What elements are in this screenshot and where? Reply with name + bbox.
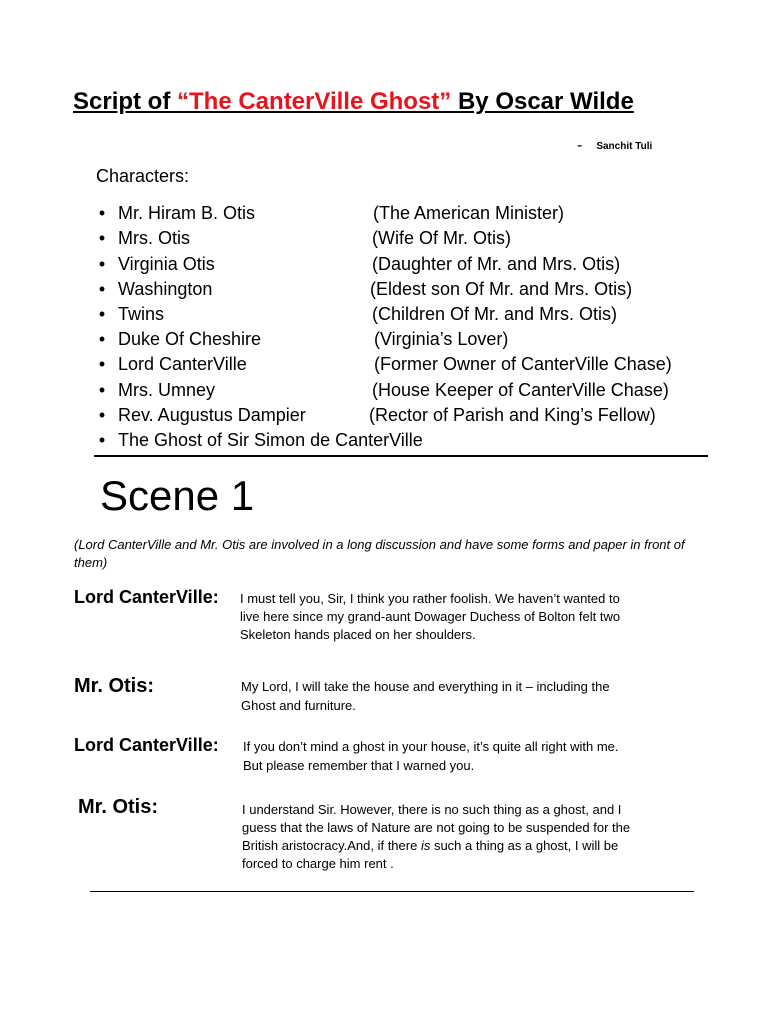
bullet-icon: • [98,228,106,248]
bullet-icon: • [98,279,106,299]
bullet-icon: • [98,203,106,223]
character-desc: (Children Of Mr. and Mrs. Otis) [372,304,618,324]
character-name: Mrs. Otis [118,228,190,248]
speaker-name: Mr. Otis: [78,796,159,818]
author-name: Sanchit Tuli [596,141,653,152]
character-desc: (Rector of Parish and King’s Fellow) [369,405,656,425]
section-divider [94,455,708,457]
page-end-divider [90,891,694,892]
bullet-icon: • [98,405,106,425]
author-dash: - [577,137,583,154]
character-name: Virginia Otis [118,254,215,274]
character-desc: (The American Minister) [373,203,565,223]
dialogue-line: My Lord, I will take the house and everything in it – including the [241,679,610,694]
characters-heading: Characters: [96,166,190,186]
character-desc: (Former Owner of CanterVille Chase) [374,354,672,374]
character-desc: (Wife Of Mr. Otis) [372,228,511,248]
character-desc: (House Keeper of CanterVille Chase) [372,380,669,400]
bullet-icon: • [98,430,106,450]
bullet-icon: • [98,354,106,374]
character-desc: (Eldest son Of Mr. and Mrs. Otis) [370,279,633,299]
emphasis-text: is [420,838,431,853]
bullet-icon: • [98,304,106,324]
character-name: Mrs. Umney [118,380,216,400]
title-prefix: Script of [73,88,178,115]
dialogue-line [242,837,618,855]
dialogue-line: forced to charge him rent . [242,856,394,871]
dialogue-line: Ghost and furniture. [241,698,356,713]
character-name: Mr. Hiram B. Otis [118,203,256,223]
dialogue-line: guess that the laws of Nature are not going to be suspended for the [242,820,631,835]
dialogue-line: I understand Sir. However, there is no such thing as a ghost, and I [242,802,622,817]
character-desc: (Virginia’s Lover) [374,329,509,349]
dialogue-line: Skeleton hands placed on her shoulders. [240,627,476,642]
speaker-name: Mr. Otis: [74,675,155,697]
author-credit [577,136,652,154]
bullet-icon: • [98,380,106,400]
character-name: Lord CanterVille [118,354,247,374]
dialogue-line: But please remember that I warned you. [243,758,475,773]
character-name: Rev. Augustus Dampier [118,405,306,425]
character-name: Washington [118,279,213,299]
bullet-icon: • [98,329,106,349]
dialogue-text: British aristocracy.And, if there [242,838,421,853]
dialogue-text: such a thing as a ghost, I will be [430,838,619,853]
bullet-icon: • [98,254,106,274]
stage-direction: (Lord CanterVille and Mr. Otis are involved in a long discussion and have some forms and paper in front of them) [74,537,685,570]
title-highlight: “The CanterVille Ghost” [177,88,452,115]
dialogue-line: I must tell you, Sir, I think you rather foolish. We haven’t wanted to [240,591,620,606]
character-name: The Ghost of Sir Simon de CanterVille [118,430,423,450]
document-title [73,88,634,116]
dialogue-line: If you don’t mind a ghost in your house, it’s quite all right with me. [243,739,619,754]
title-suffix: By Oscar Wilde [451,88,634,115]
character-name: Twins [118,304,165,324]
dialogue-line: live here since my grand-aunt Dowager Duchess of Bolton felt two [240,609,621,624]
speaker-name: Lord CanterVille: [74,587,219,607]
scene-title: Scene 1 [100,472,255,519]
character-desc: (Daughter of Mr. and Mrs. Otis) [372,254,621,274]
speaker-name: Lord CanterVille: [74,735,219,755]
character-name: Duke Of Cheshire [118,329,262,349]
